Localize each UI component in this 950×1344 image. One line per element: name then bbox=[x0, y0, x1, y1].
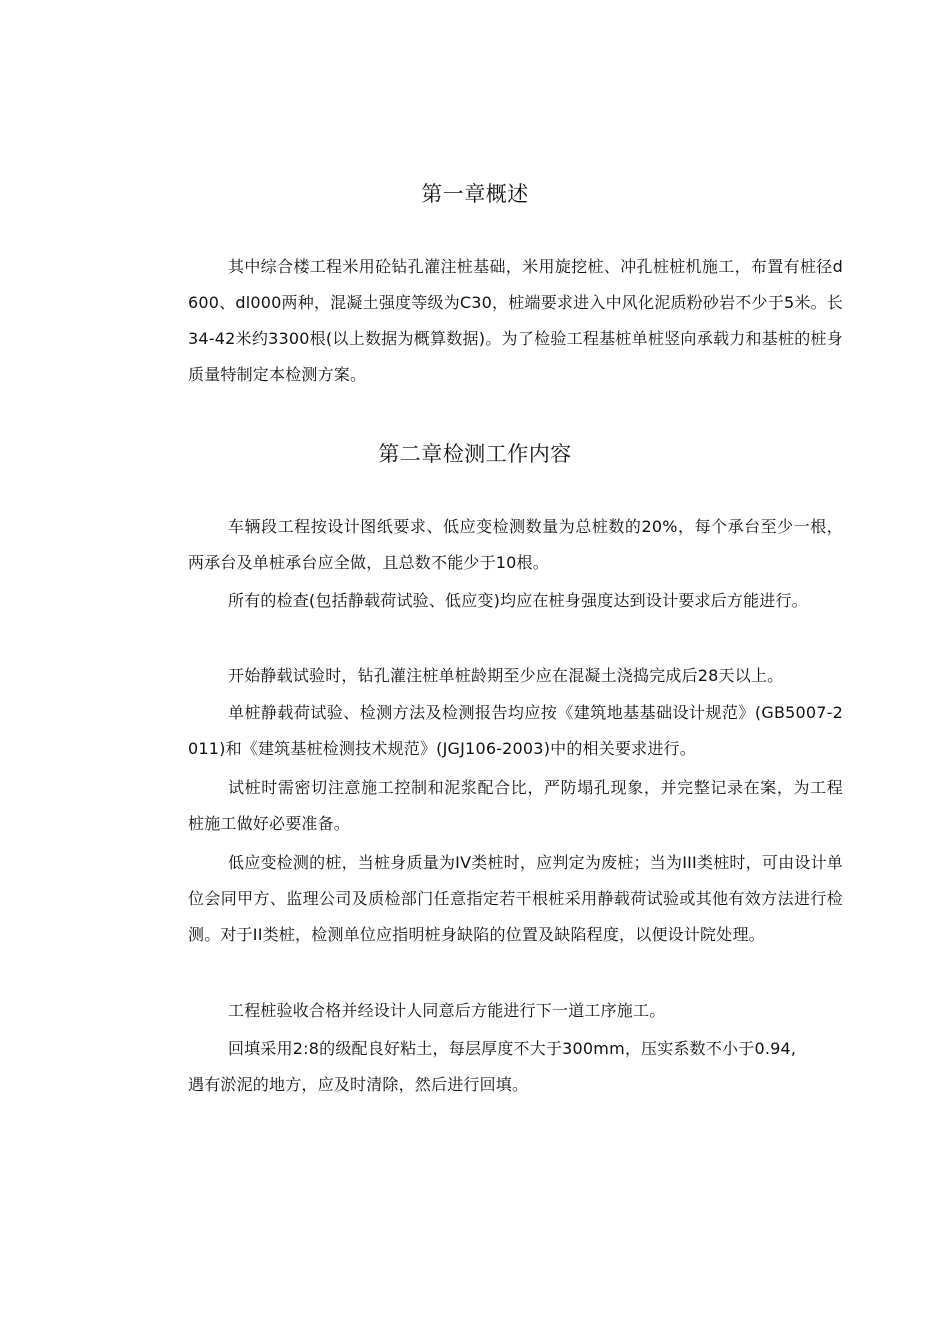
chapter-2-paragraph-5: 试桩时需密切注意施工控制和泥浆配合比，严防塌孔现象，并完整记录在案，为工程桩施工做好必要准备。 bbox=[188, 778, 843, 833]
chapter-2-paragraph-4: 单桩静载荷试验、检测方法及检测报告均应按《建筑地基基础设计规范》(GB5007-2011)和《建筑基桩检测技术规范》(JGJ106-2003)中的相关要求进行。 bbox=[188, 703, 843, 758]
chapter-1-paragraph: 其中综合楼工程米用砼钻孔灌注桩基础，米用旋挖桩、冲孔桩桩机施工，布置有桩径d600、dl000两种，混凝土强度等级为C30，桩端要求进入中风化泥质粉砂岩不少于5米。长34-42米约3300根(以上数据为概算数据)。为了检验工程基桩单桩竖向承载力和基桩的桩身质量特制定本检测方案。 bbox=[188, 257, 843, 384]
chapter-2-title: 第二章检测工作内容 bbox=[378, 442, 572, 466]
chapter-1-title: 第一章概述 bbox=[421, 182, 529, 206]
chapter-2-paragraph-8: 回填采用2:8的级配良好粘土，每层厚度不大于300mm，压实系数不小于0.94,遇有淤泥的地方，应及时清除，然后进行回填。 bbox=[188, 1039, 797, 1094]
chapter-2-paragraph-1: 车辆段工程按设计图纸要求、低应变检测数量为总桩数的20%，每个承台至少一根，两承台及单桩承台应全做，且总数不能少于10根。 bbox=[188, 517, 843, 572]
chapter-2-paragraph-3: 开始静载试验时，钻孔灌注桩单桩龄期至少应在混凝土浇捣完成后28天以上。 bbox=[228, 666, 784, 685]
chapter-2-paragraph-2: 所有的检查(包括静载荷试验、低应变)均应在桩身强度达到设计要求后方能进行。 bbox=[228, 591, 808, 610]
chapter-2-paragraph-7: 工程桩验收合格并经设计人同意后方能进行下一道工序施工。 bbox=[228, 1001, 666, 1020]
chapter-2-paragraph-6: 低应变检测的桩，当桩身质量为IV类桩时，应判定为废桩；当为III类桩时，可由设计单位会同甲方、监理公司及质检部门任意指定若干根桩采用静载荷试验或其他有效方法进行检测。对于II类桩，检测单位应指明桩身缺陷的位置及缺陷程度，以便设计院处理。 bbox=[188, 853, 843, 944]
